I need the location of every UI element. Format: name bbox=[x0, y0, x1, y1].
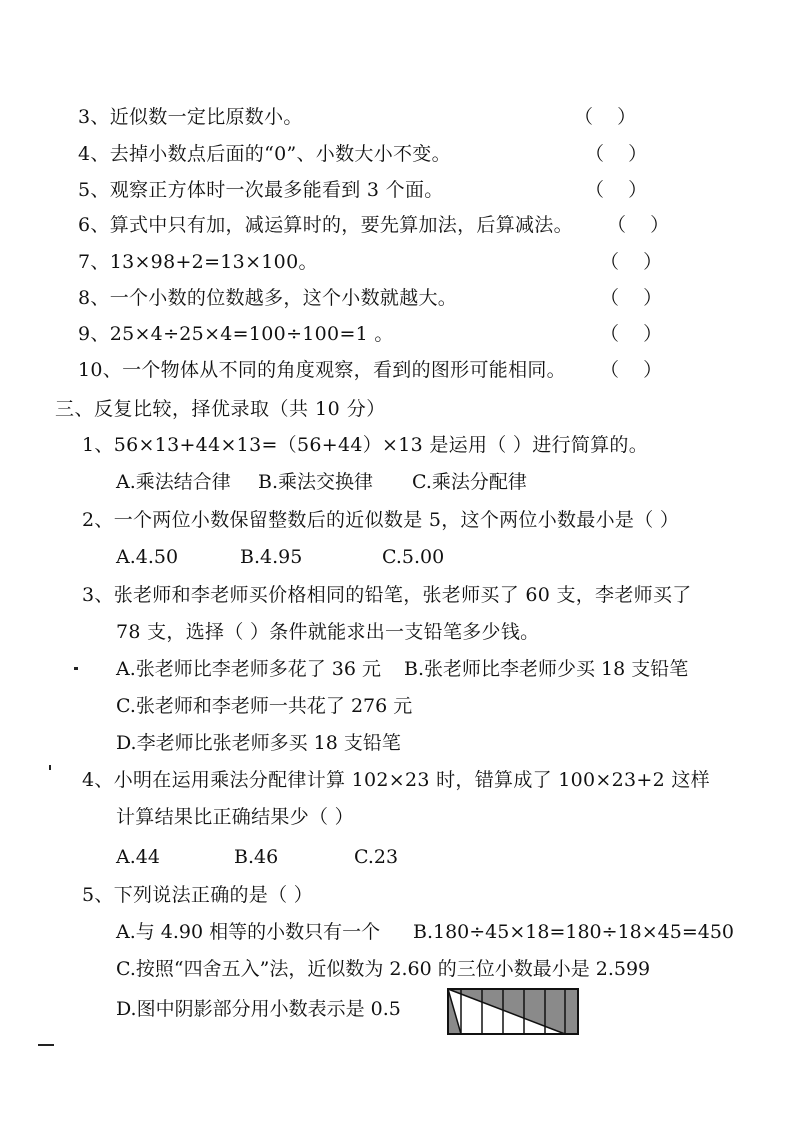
judgement-item-9: 9、25×4÷25×4=100÷100=1 。 bbox=[78, 323, 394, 345]
judgement-item-4: 4、去掉小数点后面的“0”、小数大小不变。 bbox=[78, 143, 451, 165]
q3-option-a[interactable]: A.张老师比李老师多花了 36 元 bbox=[116, 658, 382, 680]
answer-paren-8[interactable]: （ ） bbox=[600, 287, 663, 309]
answer-paren-7[interactable]: （ ） bbox=[600, 251, 663, 273]
q2-option-b[interactable]: B.4.95 bbox=[240, 546, 303, 568]
scan-mark bbox=[38, 1044, 54, 1046]
judgement-item-5: 5、观察正方体时一次最多能看到 3 个面。 bbox=[78, 179, 444, 201]
answer-paren-4[interactable]: （ ） bbox=[585, 143, 648, 165]
q4-option-c[interactable]: C.23 bbox=[354, 846, 399, 868]
question-3-line-1: 3、张老师和李老师买价格相同的铅笔，张老师买了 60 支，李老师买了 bbox=[82, 584, 692, 606]
question-3-line-2: 78 支，选择（ ）条件就能求出一支铅笔多少钱。 bbox=[116, 621, 540, 643]
q4-option-b[interactable]: B.46 bbox=[234, 846, 279, 868]
q2-option-c[interactable]: C.5.00 bbox=[382, 546, 445, 568]
q1-option-c[interactable]: C.乘法分配律 bbox=[412, 471, 527, 493]
q3-option-c[interactable]: C.张老师和李老师一共花了 276 元 bbox=[116, 695, 413, 717]
q5-option-b[interactable]: B.180÷45×18=180÷18×45=450 bbox=[413, 921, 735, 943]
judgement-item-7: 7、13×98+2=13×100。 bbox=[78, 251, 318, 273]
judgement-item-6: 6、算式中只有加，减运算时的，要先算加法，后算减法。 bbox=[78, 214, 573, 236]
question-1: 1、56×13+44×13=（56+44）×13 是运用（ ）进行简算的。 bbox=[82, 434, 649, 456]
q1-option-b[interactable]: B.乘法交换律 bbox=[258, 471, 374, 493]
q3-option-b[interactable]: B.张老师比李老师少买 18 支铅笔 bbox=[404, 658, 689, 680]
question-4-line-1: 4、小明在运用乘法分配律计算 102×23 时，错算成了 100×23+2 这样 bbox=[82, 769, 710, 791]
answer-paren-10[interactable]: （ ） bbox=[600, 359, 663, 381]
q5-option-a[interactable]: A.与 4.90 相等的小数只有一个 bbox=[116, 921, 381, 943]
question-4-line-2: 计算结果比正确结果少（ ） bbox=[116, 806, 354, 828]
q3-option-d[interactable]: D.李老师比张老师多买 18 支铅笔 bbox=[116, 732, 401, 754]
judgement-item-8: 8、一个小数的位数越多，这个小数就越大。 bbox=[78, 287, 458, 309]
q5-option-d[interactable]: D.图中阴影部分用小数表示是 0.5 bbox=[116, 998, 401, 1020]
answer-paren-5[interactable]: （ ） bbox=[585, 179, 648, 201]
q2-option-a[interactable]: A.4.50 bbox=[116, 546, 179, 568]
answer-paren-3[interactable]: （ ） bbox=[574, 106, 637, 128]
scan-mark bbox=[49, 765, 51, 770]
q1-option-a[interactable]: A.乘法结合律 bbox=[116, 471, 231, 493]
section-3-title: 三、反复比较，择优录取（共 10 分） bbox=[55, 398, 386, 420]
answer-paren-9[interactable]: （ ） bbox=[600, 323, 663, 345]
q4-option-a[interactable]: A.44 bbox=[116, 846, 160, 868]
answer-paren-6[interactable]: （ ） bbox=[607, 214, 670, 236]
judgement-item-3: 3、近似数一定比原数小。 bbox=[78, 106, 303, 128]
question-2: 2、一个两位小数保留整数后的近似数是 5，这个两位小数最小是（ ） bbox=[82, 509, 680, 531]
q5-option-c[interactable]: C.按照“四舍五入”法，近似数为 2.60 的三位小数最小是 2.599 bbox=[116, 958, 651, 980]
scan-mark bbox=[74, 667, 78, 670]
shaded-rectangle-figure bbox=[447, 988, 579, 1036]
question-5: 5、下列说法正确的是（ ） bbox=[82, 884, 314, 906]
judgement-item-10: 10、一个物体从不同的角度观察，看到的图形可能相同。 bbox=[78, 359, 566, 381]
